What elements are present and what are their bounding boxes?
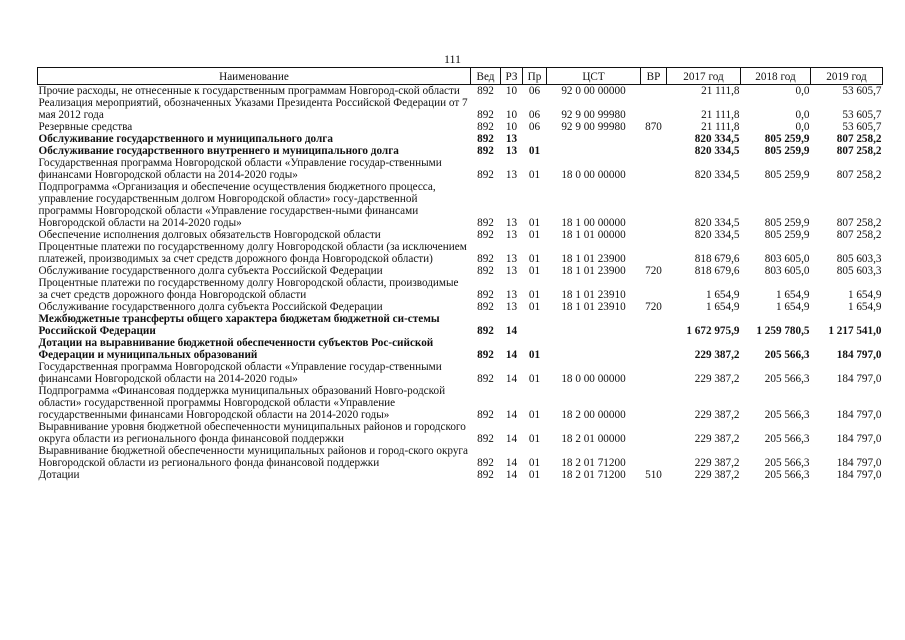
row-vr (641, 229, 667, 241)
row-value-2018: 1 654,9 (775, 289, 810, 301)
row-value-2017: 229 387,2 (694, 457, 740, 469)
row-vr (641, 445, 667, 469)
row-value-2018: 805 259,9 (764, 169, 810, 181)
row-rz: 10 (505, 109, 518, 121)
row-value-2019: 1 654,9 (847, 301, 882, 313)
table-row (38, 181, 883, 229)
row-name: Обслуживание государственного и муниципального долга (38, 133, 333, 145)
row-pr: 01 (528, 253, 541, 265)
row-value-2018: 1 259 780,5 (756, 325, 810, 337)
row-ved: 892 (477, 325, 494, 337)
row-cst: 18 0 00 00000 (561, 169, 626, 181)
row-vr (641, 385, 667, 421)
row-cst: 18 2 01 71200 (561, 469, 626, 481)
row-name: Подпрограмма «Финансовая поддержка муниципальных образований Новго-родской области» государственной программы Новгородской области «Управление государственными финансами Новгородской области на 2014-2020 годы» (38, 385, 446, 421)
table-row (38, 313, 883, 337)
table-row (38, 337, 883, 361)
row-vr (641, 181, 667, 229)
row-name: Выравнивание уровня бюджетной обеспеченности муниципальных районов и городского округа области из регионального фонда финансовой поддержки (38, 421, 466, 445)
row-value-2018: 805 259,9 (764, 217, 810, 229)
row-rz: 13 (505, 301, 518, 313)
row-ved: 892 (477, 301, 494, 313)
row-value-2017: 229 387,2 (694, 469, 740, 481)
row-name: Резервные средства (38, 121, 133, 133)
table-row (38, 85, 883, 98)
row-rz: 13 (505, 133, 518, 145)
table-row (38, 121, 883, 133)
row-rz: 13 (505, 217, 518, 229)
row-value-2019: 184 797,0 (836, 409, 882, 421)
row-value-2017: 820 334,5 (694, 229, 740, 241)
row-value-2019: 53 605,7 (842, 121, 882, 133)
row-ved: 892 (477, 169, 494, 181)
row-ved: 892 (477, 289, 494, 301)
row-pr: 06 (528, 85, 541, 97)
row-ved: 892 (477, 373, 494, 385)
row-ved: 892 (477, 85, 494, 97)
row-rz: 13 (505, 253, 518, 265)
row-value-2017: 1 672 975,9 (686, 325, 740, 337)
header-vr: ВР (641, 68, 667, 85)
table-row (38, 157, 883, 181)
row-rz: 14 (505, 457, 518, 469)
budget-table (37, 67, 883, 481)
row-pr: 01 (528, 229, 541, 241)
row-ved: 892 (477, 229, 494, 241)
row-value-2019: 805 603,3 (836, 253, 882, 265)
row-name: Обеспечение исполнения долговых обязательств Новгородской области (38, 229, 381, 241)
header-2017: 2017 год (667, 68, 741, 85)
row-value-2019: 184 797,0 (836, 373, 882, 385)
table-row (38, 301, 883, 313)
row-ved: 892 (477, 457, 494, 469)
row-value-2019: 184 797,0 (836, 433, 882, 445)
row-name: Процентные платежи по государственному долгу Новгородской области, производимые за счет средств дорожного фонда Новгородской области (38, 277, 459, 301)
row-value-2018: 205 566,3 (764, 457, 810, 469)
row-rz: 13 (505, 265, 518, 277)
table-row (38, 469, 883, 481)
row-pr: 01 (528, 145, 541, 157)
row-vr: 870 (645, 121, 662, 133)
row-value-2019: 805 603,3 (836, 265, 882, 277)
row-vr: 720 (645, 301, 662, 313)
row-value-2017: 820 334,5 (694, 169, 740, 181)
row-cst: 18 1 01 23910 (561, 301, 626, 313)
row-value-2019: 807 258,2 (836, 169, 882, 181)
row-value-2017: 229 387,2 (694, 433, 740, 445)
table-row (38, 421, 883, 445)
row-value-2018: 205 566,3 (764, 349, 810, 361)
row-value-2018: 803 605,0 (764, 265, 810, 277)
row-value-2019: 807 258,2 (836, 229, 882, 241)
row-name: Обслуживание государственного долга субъекта Российской Федерации (38, 265, 383, 277)
row-vr (641, 337, 667, 361)
row-cst: 18 1 01 23900 (561, 265, 626, 277)
header-cst: ЦСТ (547, 68, 641, 85)
row-name: Межбюджетные трансферты общего характера бюджетам бюджетной си-стемы Российской Федерации (38, 313, 440, 337)
header-pr: Пр (523, 68, 547, 85)
row-pr: 01 (528, 301, 541, 313)
row-vr (641, 157, 667, 181)
row-pr (523, 313, 547, 337)
row-value-2018: 1 654,9 (775, 301, 810, 313)
row-value-2017: 820 334,5 (694, 217, 740, 229)
row-ved: 892 (477, 133, 494, 145)
row-value-2017: 21 111,8 (701, 121, 740, 133)
row-rz: 13 (505, 145, 518, 157)
row-ved: 892 (477, 349, 494, 361)
row-vr (641, 85, 667, 98)
row-value-2017: 229 387,2 (694, 349, 740, 361)
row-cst: 18 1 00 00000 (561, 217, 626, 229)
row-value-2017: 229 387,2 (694, 409, 740, 421)
row-value-2019: 184 797,0 (836, 469, 882, 481)
row-name: Обслуживание государственного долга субъекта Российской Федерации (38, 301, 383, 313)
row-name: Дотации (38, 469, 80, 481)
table-row (38, 241, 883, 265)
row-vr (641, 361, 667, 385)
row-vr (641, 277, 667, 301)
row-name: Подпрограмма «Организация и обеспечение осуществления бюджетного процесса, управление государственным долгом Новгородской области» госу-дарственной программы Новгородской области «Управление государствен-ными финансами Новгородской области на 2014-2020 годы» (38, 181, 436, 229)
row-value-2017: 1 654,9 (705, 301, 740, 313)
row-value-2017: 818 679,6 (694, 265, 740, 277)
row-value-2019: 1 654,9 (847, 289, 882, 301)
row-rz: 14 (505, 349, 518, 361)
table-row (38, 385, 883, 421)
row-rz: 10 (505, 121, 518, 133)
row-rz: 10 (505, 85, 518, 97)
row-value-2017: 21 111,8 (701, 109, 740, 121)
table-header-row (38, 68, 883, 85)
row-value-2018: 805 259,9 (764, 229, 810, 241)
row-value-2018: 0,0 (795, 85, 810, 97)
row-value-2017: 820 334,5 (694, 133, 740, 145)
row-value-2019: 807 258,2 (836, 217, 882, 229)
row-vr (641, 241, 667, 265)
row-value-2018: 205 566,3 (764, 409, 810, 421)
table-row (38, 445, 883, 469)
row-value-2018: 205 566,3 (764, 469, 810, 481)
row-ved: 892 (477, 265, 494, 277)
row-cst (547, 313, 641, 337)
row-ved: 892 (477, 469, 494, 481)
row-pr: 01 (528, 457, 541, 469)
row-value-2018: 205 566,3 (764, 433, 810, 445)
row-value-2018: 0,0 (795, 121, 810, 133)
row-ved: 892 (477, 145, 494, 157)
table-row (38, 97, 883, 121)
row-pr: 01 (528, 373, 541, 385)
row-pr: 01 (528, 265, 541, 277)
row-cst: 18 2 00 00000 (561, 409, 626, 421)
row-name: Прочие расходы, не отнесенные к государственным программам Новгород-ской области (38, 85, 460, 97)
row-cst: 18 1 01 00000 (561, 229, 626, 241)
header-2019: 2019 год (811, 68, 883, 85)
row-pr: 01 (528, 433, 541, 445)
row-rz: 14 (505, 469, 518, 481)
table-row (38, 265, 883, 277)
row-cst: 92 0 00 00000 (561, 85, 626, 97)
row-rz: 14 (505, 325, 518, 337)
table-row (38, 229, 883, 241)
row-pr: 06 (528, 109, 541, 121)
row-ved: 892 (477, 409, 494, 421)
row-ved: 892 (477, 121, 494, 133)
row-ved: 892 (477, 253, 494, 265)
row-value-2019: 1 217 541,0 (828, 325, 882, 337)
row-name: Процентные платежи по государственному долгу Новгородской области (за исключением платежей, производимых за счет средств дорожного фонда Новгородской области) (38, 241, 467, 265)
row-cst (547, 133, 641, 145)
row-cst: 92 9 00 99980 (561, 121, 626, 133)
row-value-2019: 807 258,2 (836, 133, 882, 145)
row-vr (641, 421, 667, 445)
row-name: Обслуживание государственного внутреннего и муниципального долга (38, 145, 399, 157)
row-name: Выравнивание бюджетной обеспеченности муниципальных районов и город-ского округа Новгородской области из регионального фонда финансовой поддержки (38, 445, 468, 469)
row-vr (641, 145, 667, 157)
row-cst: 18 0 00 00000 (561, 373, 626, 385)
row-pr: 01 (528, 217, 541, 229)
table-row (38, 133, 883, 145)
row-value-2018: 205 566,3 (764, 373, 810, 385)
row-ved: 892 (477, 433, 494, 445)
row-value-2019: 53 605,7 (842, 85, 882, 97)
row-pr: 01 (528, 169, 541, 181)
table-row (38, 277, 883, 301)
row-name: Государственная программа Новгородской области «Управление государ-ственными финансами Новгородской области на 2014-2020 годы» (38, 157, 442, 181)
row-pr: 01 (528, 469, 541, 481)
row-value-2018: 805 259,9 (764, 133, 810, 145)
row-vr: 720 (645, 265, 662, 277)
row-cst: 92 9 00 99980 (561, 109, 626, 121)
header-ved: Вед (471, 68, 501, 85)
header-2018: 2018 год (741, 68, 811, 85)
row-name: Государственная программа Новгородской области «Управление государ-ственными финансами Новгородской области на 2014-2020 годы» (38, 361, 442, 385)
row-vr (641, 313, 667, 337)
row-pr: 01 (528, 409, 541, 421)
row-value-2018: 803 605,0 (764, 253, 810, 265)
row-pr: 01 (528, 349, 541, 361)
row-rz: 14 (505, 433, 518, 445)
header-rz: РЗ (501, 68, 523, 85)
row-vr (641, 133, 667, 145)
row-name: Дотации на выравнивание бюджетной обеспеченности субъектов Рос-сийской Федерации и муниципальных образований (38, 337, 434, 361)
row-rz: 13 (505, 229, 518, 241)
row-value-2019: 807 258,2 (836, 145, 882, 157)
row-pr: 01 (528, 289, 541, 301)
table-row (38, 145, 883, 157)
row-value-2017: 820 334,5 (694, 145, 740, 157)
table-row (38, 361, 883, 385)
row-value-2018: 0,0 (795, 109, 810, 121)
row-rz: 14 (505, 373, 518, 385)
header-name: Наименование (38, 68, 471, 85)
row-ved: 892 (477, 109, 494, 121)
row-pr: 06 (528, 121, 541, 133)
row-cst: 18 2 01 00000 (561, 433, 626, 445)
row-value-2017: 229 387,2 (694, 373, 740, 385)
page-number: 111 (443, 52, 462, 66)
table-body (38, 85, 883, 482)
row-cst: 18 1 01 23910 (561, 289, 626, 301)
row-value-2019: 184 797,0 (836, 457, 882, 469)
row-rz: 14 (505, 409, 518, 421)
row-value-2017: 1 654,9 (705, 289, 740, 301)
row-pr (523, 133, 547, 145)
row-vr: 510 (645, 469, 662, 481)
row-value-2017: 21 111,8 (701, 85, 740, 97)
row-cst (547, 337, 641, 361)
row-value-2019: 184 797,0 (836, 349, 882, 361)
row-name: Реализация мероприятий, обозначенных Указами Президента Российской Федерации от 7 мая 2012 года (38, 97, 468, 121)
row-cst: 18 1 01 23900 (561, 253, 626, 265)
row-value-2018: 805 259,9 (764, 145, 810, 157)
row-value-2019: 53 605,7 (842, 109, 882, 121)
row-ved: 892 (477, 217, 494, 229)
row-cst: 18 2 01 71200 (561, 457, 626, 469)
row-rz: 13 (505, 289, 518, 301)
row-cst (547, 145, 641, 157)
row-value-2017: 818 679,6 (694, 253, 740, 265)
row-rz: 13 (505, 169, 518, 181)
row-vr (641, 97, 667, 121)
